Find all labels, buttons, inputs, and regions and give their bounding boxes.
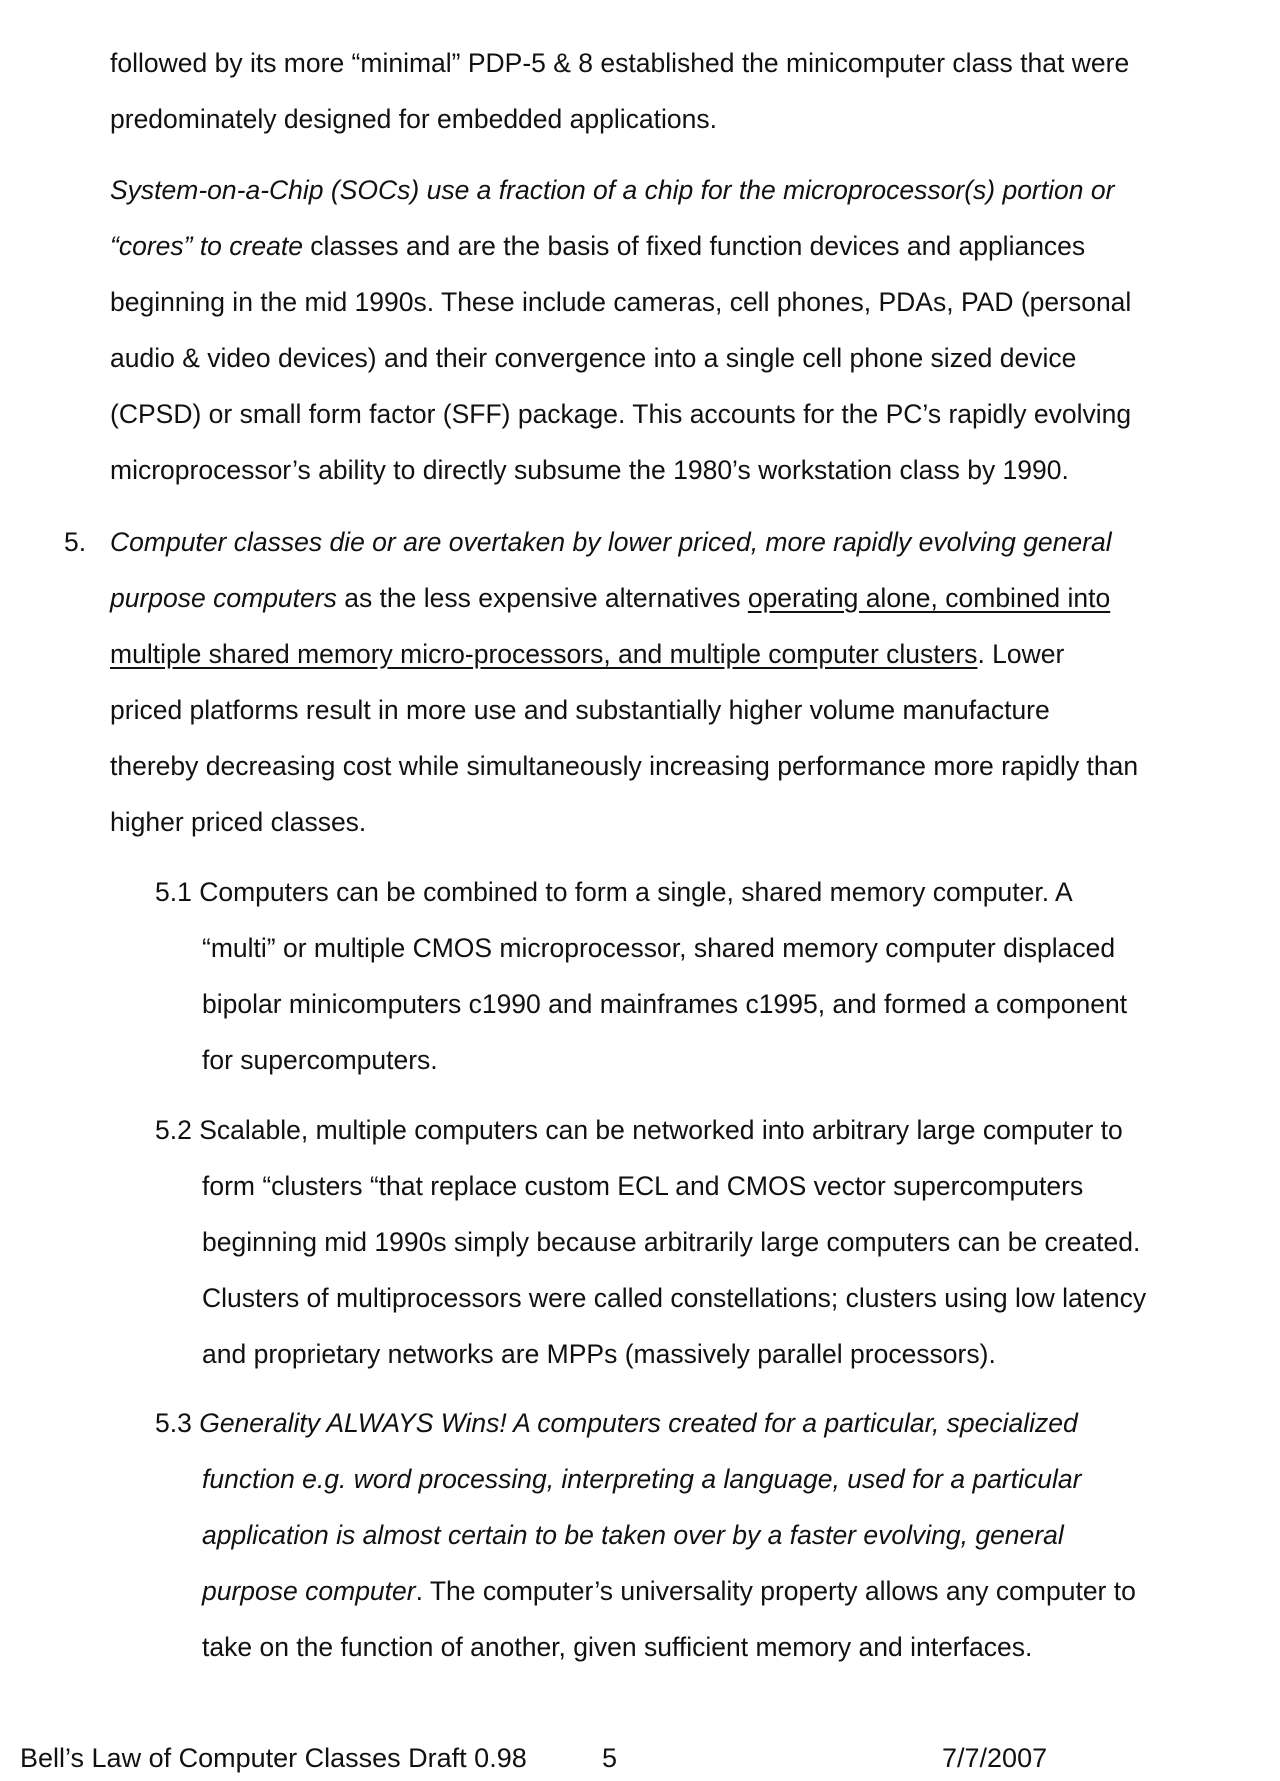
text-line: take on the function of another, given sufficient memory and interfaces. — [202, 1632, 1033, 1662]
text-line: Computer classes die or are overtaken by lower priced, more rapidly evolving general — [110, 527, 1112, 557]
italic-text: purpose computer — [202, 1576, 416, 1606]
plain-text: . Lower — [977, 639, 1065, 669]
text-line: beginning in the mid 1990s. These include cameras, cell phones, PDAs, PAD (personal — [110, 287, 1132, 317]
text-line: function e.g. word processing, interpreting a language, used for a particular — [202, 1464, 1082, 1494]
text-line: priced platforms result in more use and substantially higher volume manufacture — [110, 695, 1050, 725]
text-line: bipolar minicomputers c1990 and mainframes c1995, and formed a component — [202, 989, 1128, 1019]
italic-text: “cores” to create — [110, 231, 303, 261]
text-line: System-on-a-Chip (SOCs) use a fraction of a chip for the microprocessor(s) portion or — [110, 175, 1115, 205]
text-line: higher priced classes. — [110, 807, 367, 837]
plain-text: 5.3 — [155, 1408, 200, 1438]
text-line: 5.1 Computers can be combined to form a single, shared memory computer. A — [155, 877, 1073, 907]
text-line: followed by its more “minimal” PDP-5 & 8 established the minicomputer class that were — [110, 48, 1130, 78]
footer-title: Bell’s Law of Computer Classes Draft 0.98 — [20, 1743, 527, 1773]
item-5-paragraph — [110, 514, 1138, 850]
text-line: and proprietary networks are MPPs (massively parallel processors). — [202, 1339, 996, 1369]
item-5-3-paragraph — [155, 1395, 1136, 1675]
text-line: microprocessor’s ability to directly subsume the 1980’s workstation class by 1990. — [110, 455, 1069, 485]
text-line — [110, 570, 1138, 626]
item-5-2-paragraph — [155, 1102, 1146, 1382]
text-line: application is almost certain to be taken over by a faster evolving, general — [202, 1520, 1064, 1550]
item-5-1-paragraph — [155, 864, 1127, 1088]
text-line — [155, 1563, 1136, 1619]
underlined-text: multiple shared memory micro-processors, and multiple computer clusters — [110, 639, 978, 669]
plain-text: classes and are the basis of fixed function devices and appliances — [302, 231, 1086, 261]
plain-text: . The computer’s universality property allows any computer to — [415, 1576, 1136, 1606]
text-line: for supercomputers. — [202, 1045, 438, 1075]
plain-text: as the less expensive alternatives — [336, 583, 748, 613]
italic-text: purpose computers — [110, 583, 337, 613]
underlined-text: operating alone, combined into — [747, 583, 1111, 613]
text-line: audio & video devices) and their convergence into a single cell phone sized device — [110, 343, 1077, 373]
text-line: predominately designed for embedded applications. — [110, 104, 717, 134]
italic-text: Generality ALWAYS Wins! A computers created for a particular, specialized — [199, 1408, 1078, 1438]
footer-page-number: 5 — [602, 1743, 618, 1773]
text-line: beginning mid 1990s simply because arbitrarily large computers can be created. — [202, 1227, 1141, 1257]
text-line: form “clusters “that replace custom ECL and CMOS vector supercomputers — [202, 1171, 1084, 1201]
text-line: thereby decreasing cost while simultaneously increasing performance more rapidly than — [110, 751, 1139, 781]
text-line: “multi” or multiple CMOS microprocessor, shared memory computer displaced — [202, 933, 1116, 963]
list-number: 5. — [64, 527, 87, 557]
footer-date: 7/7/2007 — [942, 1743, 1048, 1773]
soc-paragraph — [110, 162, 1131, 498]
text-line: (CPSD) or small form factor (SFF) package. This accounts for the PC’s rapidly evolving — [110, 399, 1132, 429]
text-line — [110, 218, 1131, 274]
text-line — [110, 626, 1138, 682]
text-line: Clusters of multiprocessors were called constellations; clusters using low latency — [202, 1283, 1147, 1313]
text-line — [155, 1395, 1136, 1451]
text-line: 5.2 Scalable, multiple computers can be networked into arbitrary large computer to — [155, 1115, 1123, 1145]
intro-paragraph — [110, 35, 1129, 147]
